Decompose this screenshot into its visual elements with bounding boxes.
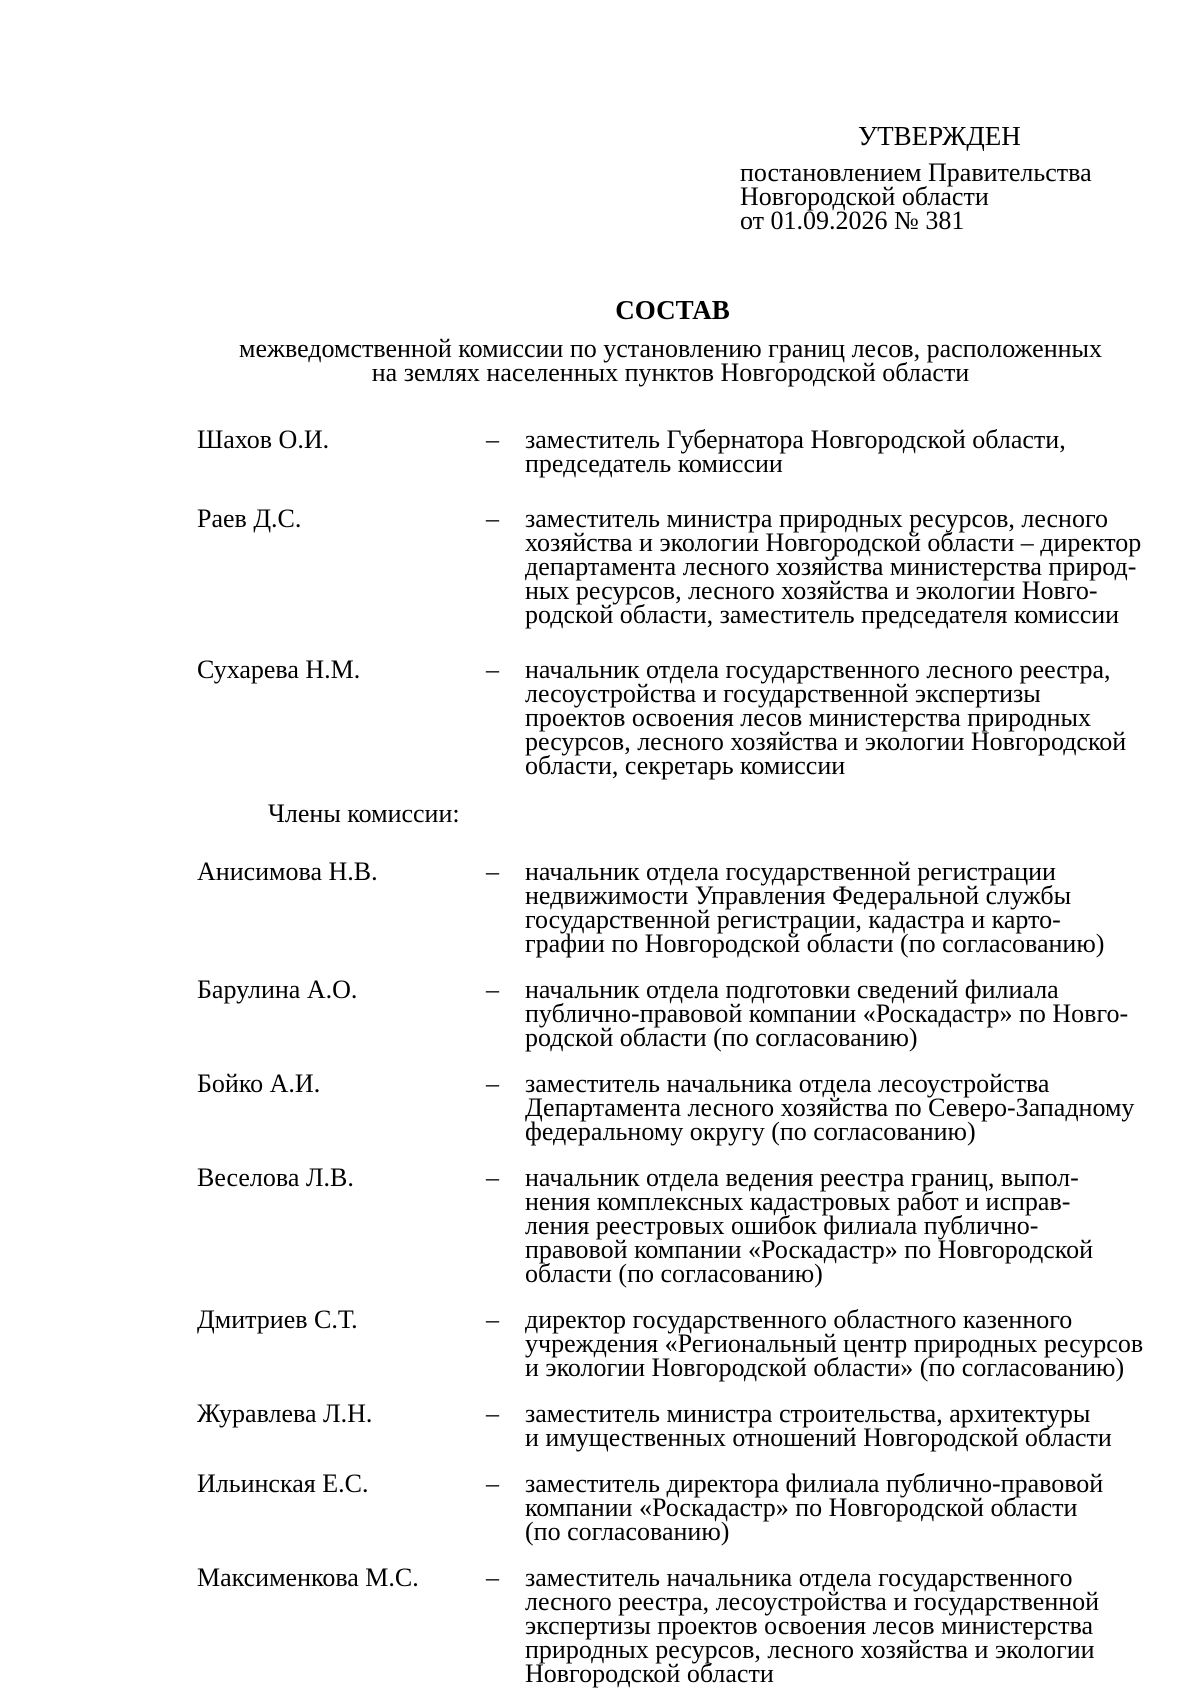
member-row — [0, 857, 1200, 958]
position-line: учреждения «Региональный центр природных ресурсов — [525, 1329, 1144, 1358]
position-line: заместитель Губернатора Новгородской области, — [525, 425, 1066, 454]
position-line: лесоустройства и государственной экспертизы — [525, 679, 1041, 708]
member-row — [0, 655, 1200, 780]
position-line: хозяйства и экологии Новгородской области – директор — [525, 528, 1142, 557]
member-name: Максименкова М.С. — [197, 1563, 419, 1592]
position-line: и экологии Новгородской области» (по согласованию) — [525, 1353, 1125, 1382]
position-line: области, секретарь комиссии — [525, 751, 846, 780]
position-line: начальник отдела государственного лесного реестра, — [525, 655, 1111, 684]
position-line: и имущественных отношений Новгородской области — [525, 1423, 1112, 1452]
position-line: недвижимости Управления Федеральной службы — [525, 881, 1072, 910]
position-line: департамента лесного хозяйства министерства природ- — [525, 552, 1137, 581]
position-line: нения комплексных кадастровых работ и исправ- — [525, 1187, 1071, 1216]
position-line: заместитель директора филиала публично-правовой — [525, 1469, 1104, 1498]
position-line: области (по согласованию) — [525, 1259, 823, 1288]
position-line: заместитель начальника отдела лесоустройства — [525, 1069, 1050, 1098]
member-position — [525, 1163, 1145, 1288]
member-dash: – — [486, 975, 499, 1004]
position-line: графии по Новгородской области (по согласованию) — [525, 929, 1105, 958]
member-position — [525, 975, 1145, 1052]
position-line: начальник отдела ведения реестра границ, выпол- — [525, 1163, 1079, 1192]
member-name: Журавлева Л.Н. — [197, 1399, 373, 1428]
member-position — [525, 1469, 1145, 1546]
position-line: начальник отдела государственной регистрации — [525, 857, 1056, 886]
member-row — [0, 975, 1200, 1052]
position-line: публично-правовой компании «Роскадастр» по Новго- — [525, 999, 1129, 1028]
approval-heading: УТВЕРЖДЕН — [858, 121, 1021, 151]
position-line: проектов освоения лесов министерства природных — [525, 703, 1091, 732]
commission-list — [0, 425, 1200, 1708]
position-line: Департамента лесного хозяйства по Северо-Западному — [525, 1093, 1135, 1122]
approval-line: постановлением Правительства — [740, 158, 1092, 187]
member-dash: – — [486, 1399, 499, 1428]
approval-line: от 01.09.2026 № 381 — [740, 206, 965, 235]
member-dash: – — [486, 425, 499, 454]
member-dash: – — [486, 1163, 499, 1192]
position-line: федеральному округу (по согласованию) — [525, 1117, 976, 1146]
position-line: ления реестровых ошибок филиала публично- — [525, 1211, 1039, 1240]
member-dash: – — [486, 1305, 499, 1334]
position-line: (по согласованию) — [525, 1517, 730, 1546]
member-position — [525, 1305, 1145, 1382]
position-line: ных ресурсов, лесного хозяйства и экологии Новго- — [525, 576, 1098, 605]
member-position — [525, 1069, 1145, 1146]
position-line: заместитель министра природных ресурсов, лесного — [525, 504, 1108, 533]
position-line: экспертизы проектов освоения лесов министерства — [525, 1611, 1094, 1640]
member-dash: – — [486, 1069, 499, 1098]
member-dash: – — [486, 504, 499, 533]
member-dash: – — [486, 857, 499, 886]
position-line: компании «Роскадастр» по Новгородской области — [525, 1493, 1078, 1522]
position-line: заместитель начальника отдела государственного — [525, 1563, 1073, 1592]
members-section-label: Члены комиссии: — [268, 799, 460, 828]
member-dash: – — [486, 655, 499, 684]
member-dash: – — [486, 1469, 499, 1498]
member-row — [0, 1305, 1200, 1382]
position-line: государственной регистрации, кадастра и карто- — [525, 905, 1061, 934]
member-name: Ильинская Е.С. — [197, 1469, 369, 1498]
member-position — [525, 425, 1145, 478]
member-position — [525, 857, 1145, 958]
member-position — [525, 1563, 1145, 1688]
member-name: Шахов О.И. — [197, 425, 330, 454]
member-name: Анисимова Н.В. — [197, 857, 378, 886]
position-line: начальник отдела подготовки сведений филиала — [525, 975, 1059, 1004]
position-line: председатель комиссии — [525, 449, 783, 478]
document-title: СОСТАВ — [615, 295, 730, 325]
member-row — [0, 1163, 1200, 1288]
member-row — [0, 425, 1200, 478]
subtitle-line: межведомственной комиссии по установлению границ лесов, расположенных — [238, 334, 1102, 363]
position-line: директор государственного областного казенного — [525, 1305, 1073, 1334]
member-row — [0, 1563, 1200, 1688]
member-row — [0, 1069, 1200, 1146]
position-line: лесного реестра, лесоустройства и государственной — [525, 1587, 1100, 1616]
member-row — [0, 1399, 1200, 1452]
member-row — [0, 1469, 1200, 1546]
member-name: Дмитриев С.Т. — [197, 1305, 358, 1334]
member-name: Бойко А.И. — [197, 1069, 321, 1098]
member-position — [525, 504, 1145, 629]
member-name: Сухарева Н.М. — [197, 655, 361, 684]
position-line: природных ресурсов, лесного хозяйства и экологии — [525, 1635, 1095, 1664]
document-subtitle — [198, 334, 1143, 387]
position-line: заместитель министра строительства, архитектуры — [525, 1399, 1091, 1428]
position-line: правовой компании «Роскадастр» по Новгородской — [525, 1235, 1094, 1264]
position-line: Новгородской области — [525, 1659, 774, 1688]
member-row — [0, 504, 1200, 629]
position-line: родской области (по согласованию) — [525, 1023, 918, 1052]
member-position — [525, 1399, 1145, 1452]
member-name: Раев Д.С. — [197, 504, 302, 533]
approval-line: Новгородской области — [740, 182, 989, 211]
member-name: Барулина А.О. — [197, 975, 358, 1004]
member-dash: – — [486, 1563, 499, 1592]
subtitle-line: на землях населенных пунктов Новгородской области — [371, 358, 970, 387]
position-line: ресурсов, лесного хозяйства и экологии Новгородской — [525, 727, 1127, 756]
approval-block — [740, 158, 1092, 235]
member-position — [525, 655, 1145, 780]
member-name: Веселова Л.В. — [197, 1163, 354, 1192]
position-line: родской области, заместитель председателя комиссии — [525, 600, 1120, 629]
